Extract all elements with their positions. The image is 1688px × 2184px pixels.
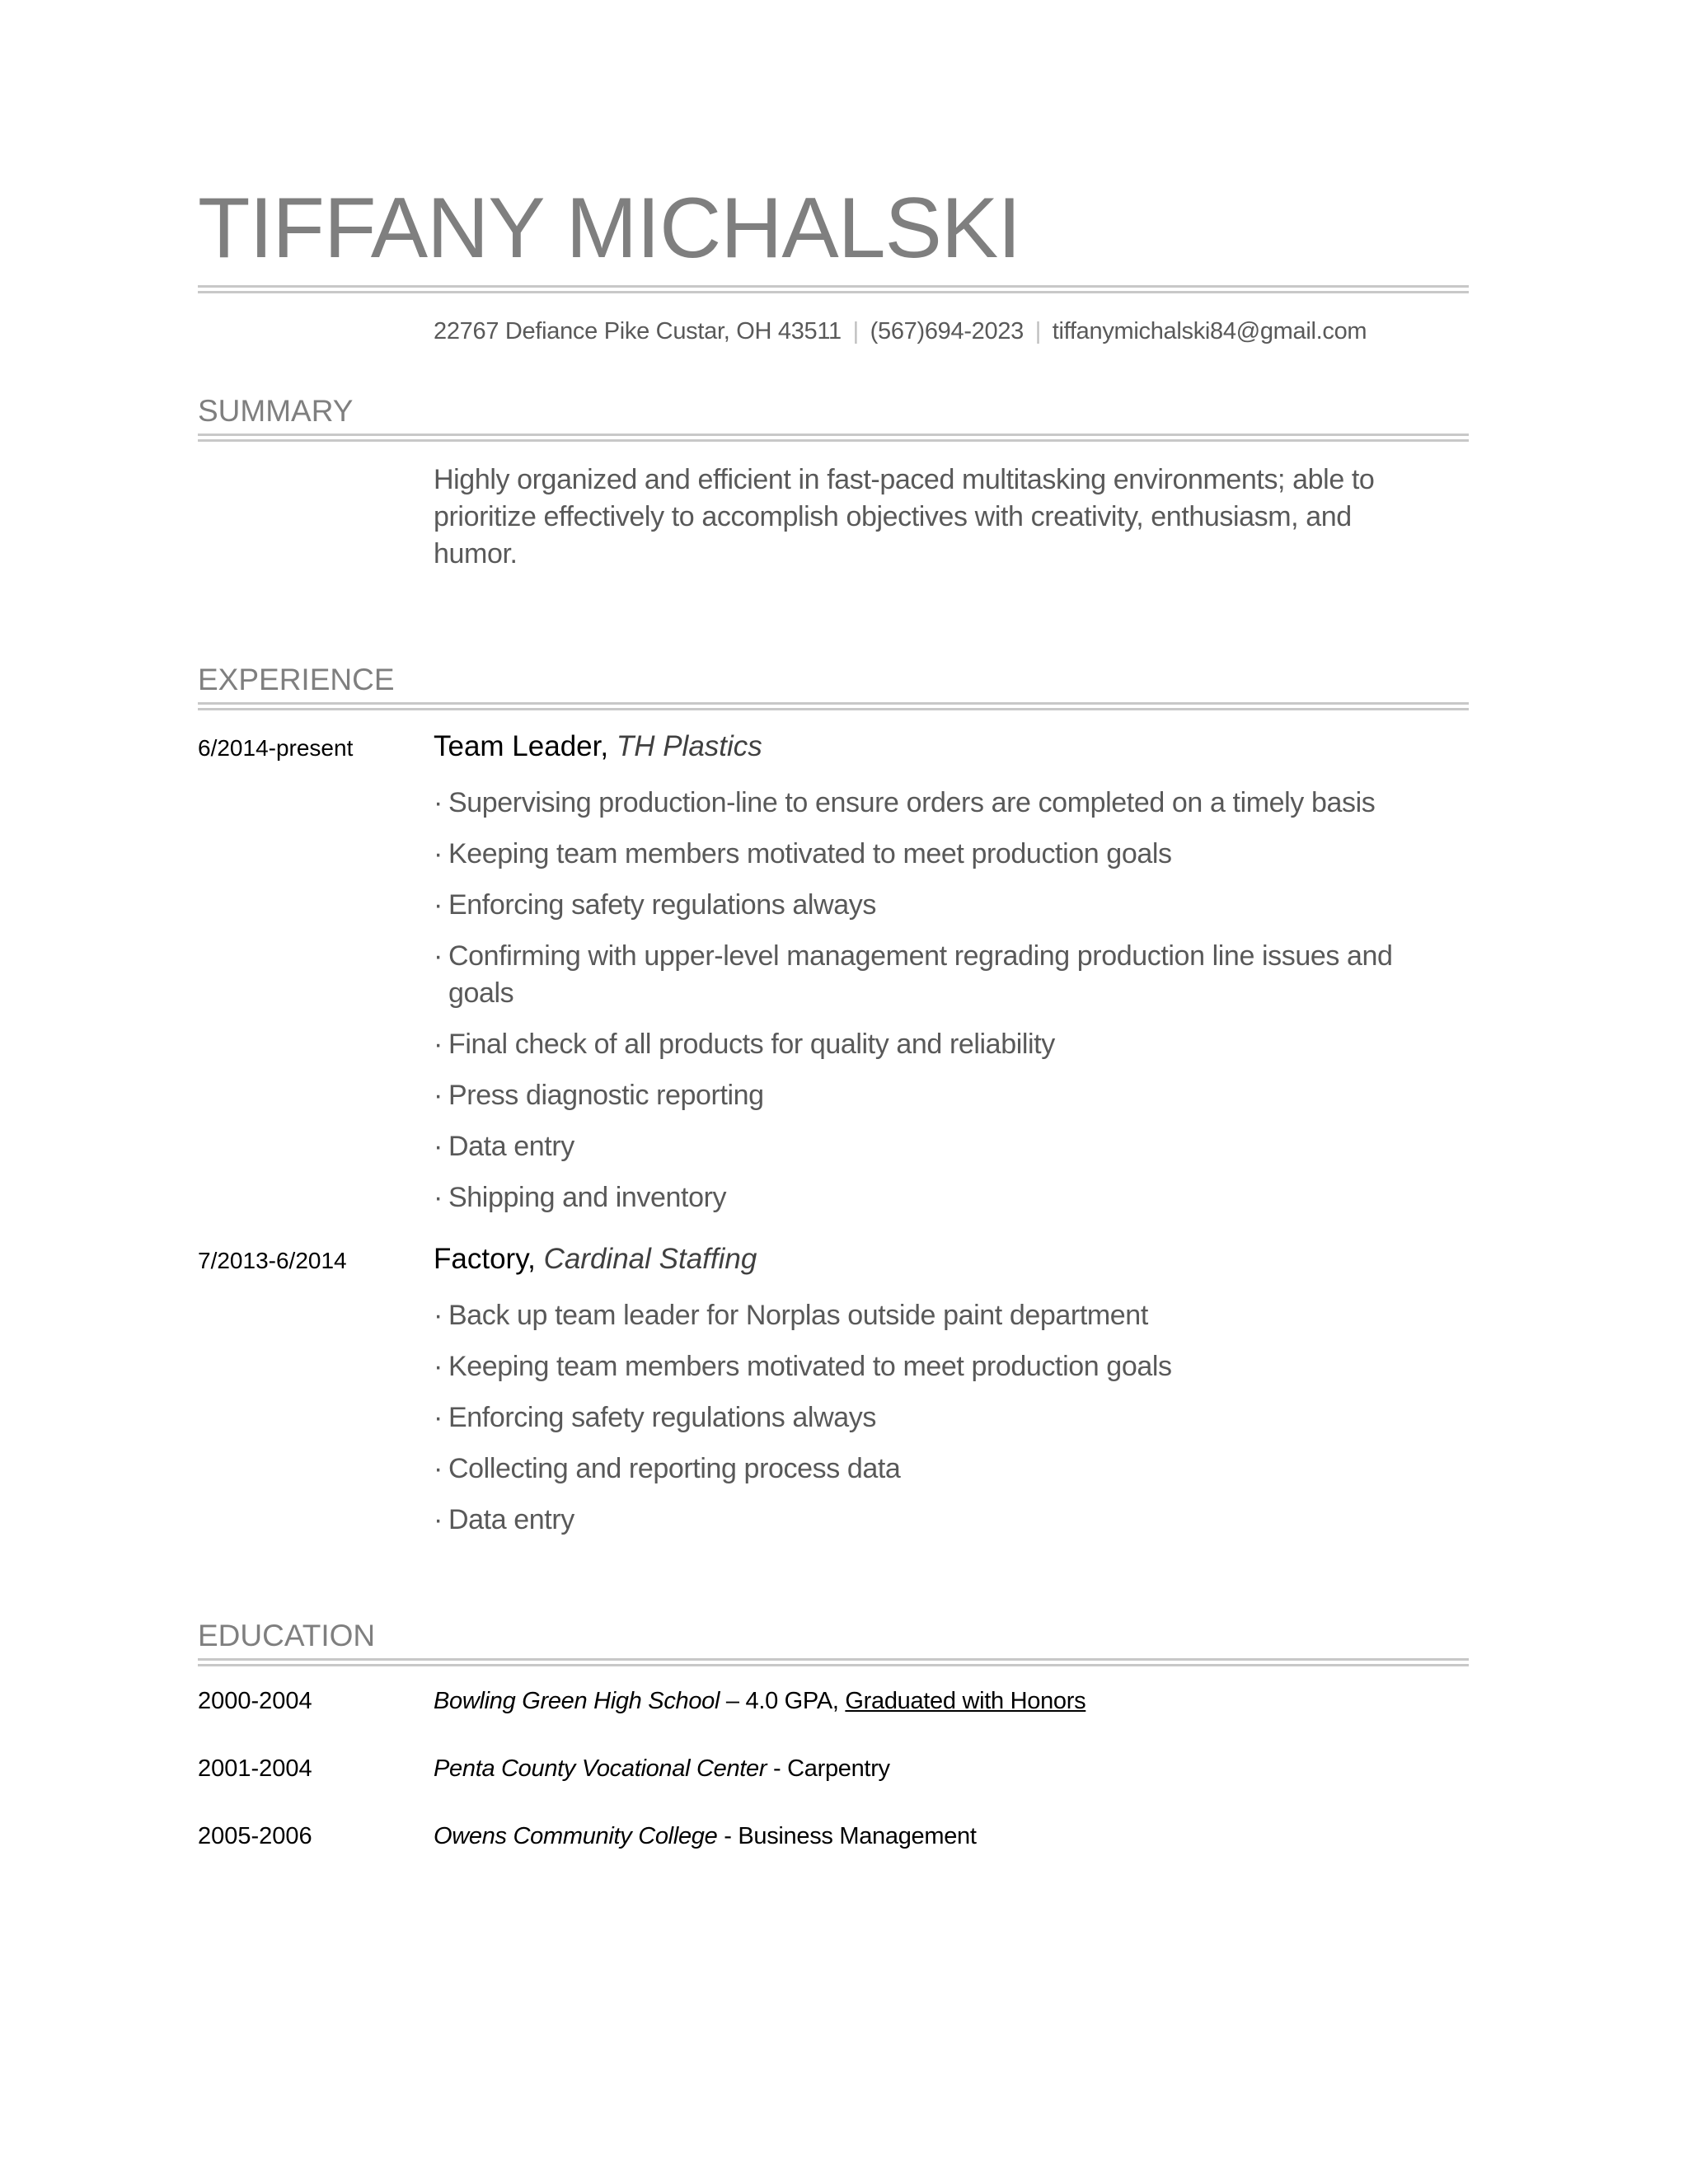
duty-item: · Supervising production-line to ensure orders are completed on a timely basis	[434, 785, 1439, 822]
duty-item: · Data entry	[434, 1502, 1439, 1539]
duty-item: · Enforcing safety regulations always	[434, 887, 1439, 924]
duty-list	[434, 1297, 1439, 1553]
job-position: Factory,	[434, 1243, 536, 1275]
education-years: 2005-2006	[198, 1823, 312, 1849]
duty-item: · Confirming with upper-level management regrading production line issues and goals	[434, 938, 1439, 1012]
education-years: 2000-2004	[198, 1688, 312, 1714]
duty-item: · Data entry	[434, 1128, 1439, 1165]
experience-divider	[198, 702, 1469, 710]
summary-heading: SUMMARY	[198, 394, 354, 428]
summary-divider	[198, 434, 1469, 442]
education-note: – 4.0 GPA,	[720, 1688, 846, 1714]
bullet-icon: ·	[434, 940, 443, 972]
candidate-name: TIFFANY MICHALSKI	[198, 180, 1021, 276]
bullet-icon: ·	[434, 1131, 443, 1162]
education-detail	[434, 1688, 1085, 1715]
bullet-icon: ·	[434, 1080, 443, 1111]
job-title	[434, 730, 762, 763]
bullet-icon: ·	[434, 838, 443, 869]
school-name: Owens Community College	[434, 1823, 718, 1849]
honors-note: Graduated with Honors	[845, 1688, 1086, 1714]
education-years: 2001-2004	[198, 1755, 312, 1782]
bullet-icon: ·	[434, 1402, 443, 1433]
bullet-icon: ·	[434, 1453, 443, 1484]
school-name: Bowling Green High School	[434, 1688, 720, 1714]
duty-list	[434, 785, 1439, 1230]
duty-item: · Enforcing safety regulations always	[434, 1399, 1439, 1436]
experience-heading: EXPERIENCE	[198, 663, 395, 696]
contact-line	[434, 318, 1367, 345]
duty-item: · Final check of all products for quality and reliability	[434, 1026, 1439, 1063]
education-detail	[434, 1823, 977, 1850]
job-company: TH Plastics	[616, 730, 762, 762]
duty-item: · Keeping team members motivated to meet production goals	[434, 1348, 1439, 1385]
bullet-icon: ·	[434, 787, 443, 818]
bullet-icon: ·	[434, 1029, 443, 1060]
duty-item: · Shipping and inventory	[434, 1179, 1439, 1216]
job-position: Team Leader,	[434, 730, 609, 762]
name-divider	[198, 285, 1469, 293]
education-note: - Carpentry	[767, 1755, 890, 1782]
bullet-icon: ·	[434, 1504, 443, 1535]
contact-phone: (567)694-2023	[870, 318, 1024, 344]
bullet-icon: ·	[434, 889, 443, 921]
education-detail	[434, 1755, 890, 1783]
contact-email: tiffanymichalski84@gmail.com	[1052, 318, 1367, 344]
duty-item: · Back up team leader for Norplas outside paint department	[434, 1297, 1439, 1334]
job-dates: 7/2013-6/2014	[198, 1248, 347, 1273]
duty-item: · Keeping team members motivated to meet production goals	[434, 836, 1439, 873]
duty-item: · Collecting and reporting process data	[434, 1451, 1439, 1488]
education-divider	[198, 1658, 1469, 1666]
job-dates: 6/2014-present	[198, 735, 354, 761]
summary-text: Highly organized and efficient in fast-paced multitasking environments; able to prioritize effectively to accomplish objectives with creativity, enthusiasm, and humor.	[434, 464, 1375, 569]
education-note: - Business Management	[717, 1823, 977, 1849]
bullet-icon: ·	[434, 1300, 443, 1331]
school-name: Penta County Vocational Center	[434, 1755, 767, 1782]
contact-address: 22767 Defiance Pike Custar, OH 43511	[434, 318, 842, 344]
job-title	[434, 1243, 757, 1276]
duty-item: · Press diagnostic reporting	[434, 1077, 1439, 1114]
contact-separator: |	[852, 318, 859, 344]
bullet-icon: ·	[434, 1351, 443, 1382]
bullet-icon: ·	[434, 1182, 443, 1213]
job-company: Cardinal Staffing	[543, 1243, 757, 1275]
education-heading: EDUCATION	[198, 1619, 376, 1652]
contact-separator: |	[1034, 318, 1041, 344]
